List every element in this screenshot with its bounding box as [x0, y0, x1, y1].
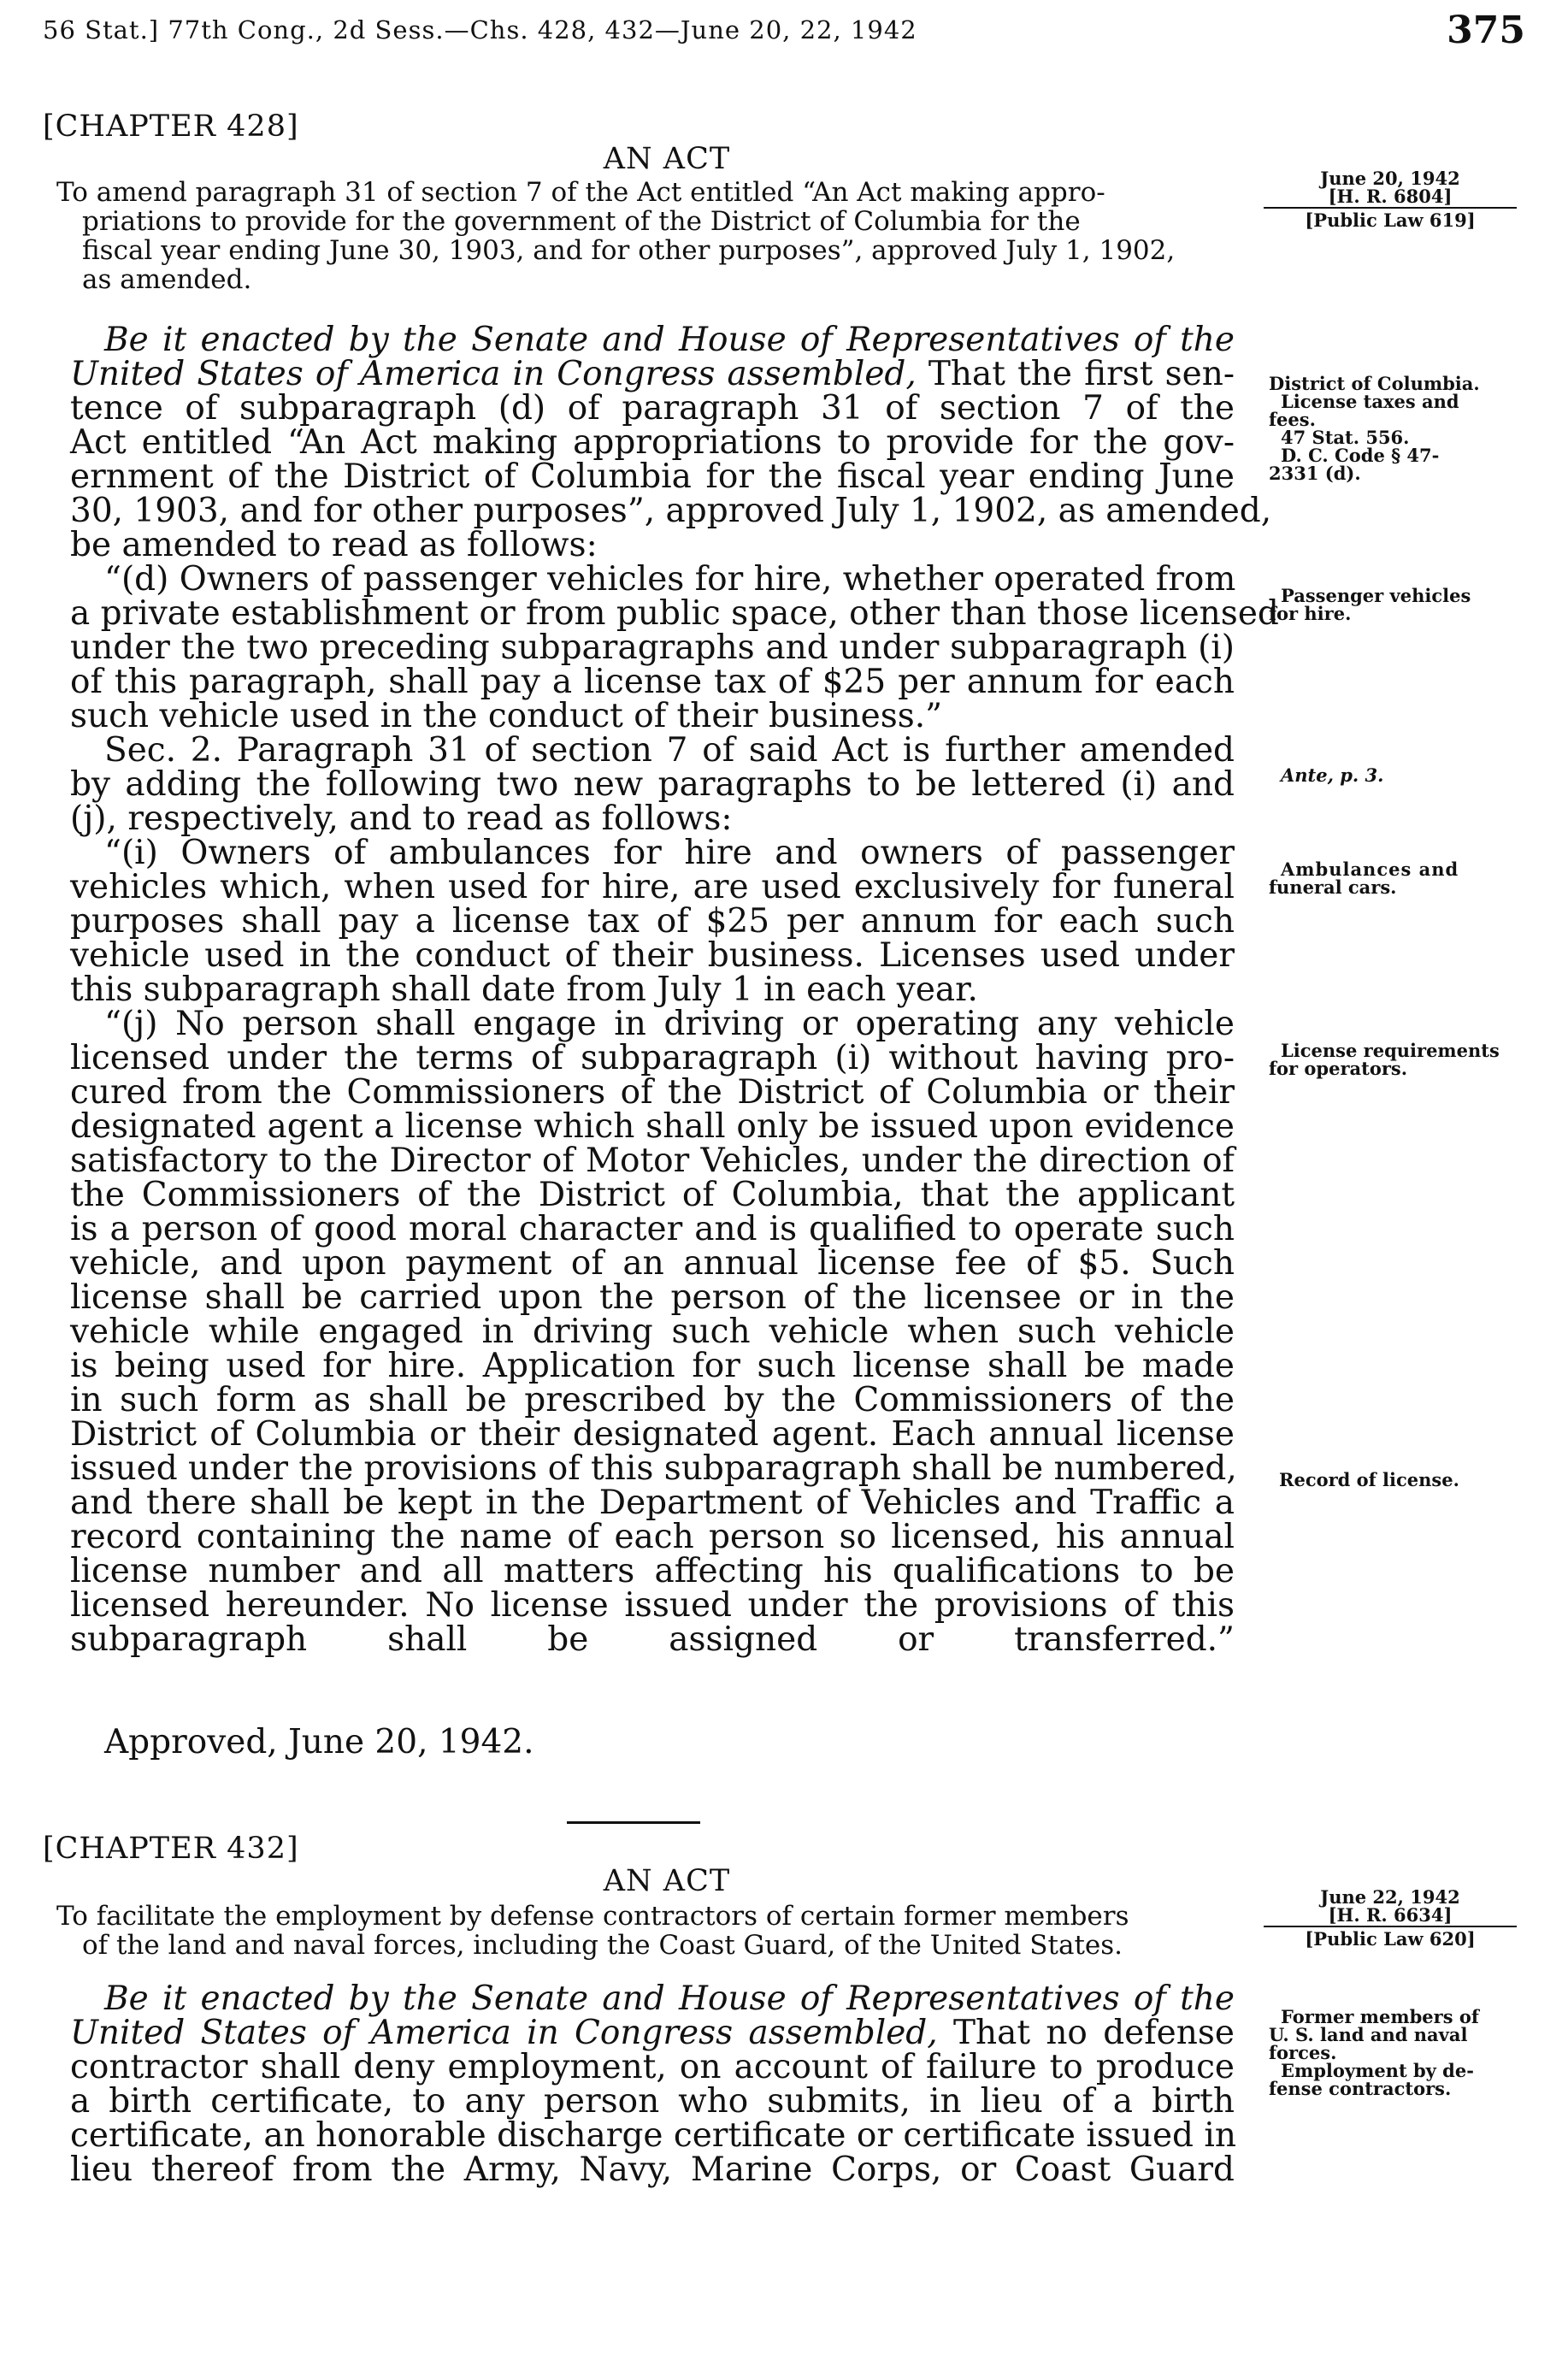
side-note-line: Employment by de- [1281, 2060, 1474, 2081]
body-text: vehicle used in the conduct of their business. Licenses used under [70, 936, 1235, 975]
side-note-record-of-license: Record of license. [1279, 1469, 1459, 1490]
body-line [70, 799, 1235, 838]
body-line [70, 323, 1235, 357]
body-text: vehicle while engaged in driving such vehicle when such vehicle [70, 1313, 1235, 1351]
approved-date-428: Approved, June 20, 1942. [104, 1723, 534, 1761]
body-line [70, 389, 1235, 428]
body-line [70, 628, 1235, 667]
body-line [70, 1212, 1235, 1247]
body-text: 30, 1903, and for other purposes”, approved July 1, 1902, as amended, [70, 492, 1272, 530]
body-text: by adding the following two new paragraphs to be lettered (i) and [70, 765, 1235, 804]
body-line [70, 1315, 1235, 1349]
body-text: a private establishment or from public space, other than those licensed [70, 594, 1279, 633]
body-text: That no defense [937, 2014, 1235, 2052]
body-text: issued under the provisions of this subparagraph shall be numbered, [70, 1449, 1237, 1488]
enacting-clause: Be it enacted by the Senate and House of Representatives of the [104, 321, 1235, 359]
purpose-line: as amended. [82, 264, 252, 295]
body-text: of this paragraph, shall pay a license tax of $25 per annum for each [70, 663, 1235, 701]
side-note-ambulances [1269, 860, 1459, 896]
act-date-428: June 20, 1942 [1320, 168, 1460, 189]
body-line [70, 1520, 1235, 1555]
body-text: in such form as shall be prescribed by the Commissioners of the [70, 1381, 1235, 1419]
body-text: this subparagraph shall date from July 1 in each year. [70, 971, 978, 1009]
purpose-line: fiscal year ending June 30, 1903, and for other purposes”, approved July 1, 1902, [82, 235, 1176, 266]
body-line [70, 2082, 1235, 2121]
side-note-line: for operators. [1269, 1058, 1408, 1079]
purpose-428 [56, 178, 1175, 294]
side-note-line: Passenger vehicles [1281, 585, 1471, 606]
body-text: is being used for hire. Application for such license shall be made [70, 1347, 1235, 1385]
body-line [70, 1073, 1235, 1112]
enacting-clause: Be it enacted by the Senate and House of Representatives of the [104, 1979, 1235, 2018]
body-line [70, 1278, 1235, 1317]
body-text: (j), respectively, and to read as follows: [70, 799, 733, 838]
side-note-line: Ambulances and [1281, 858, 1459, 880]
public-law-428: [Public Law 619] [1305, 209, 1476, 231]
side-note-line: Former members of [1281, 2006, 1479, 2027]
body-text: “(i) Owners of ambulances for hire and owners of passenger [104, 834, 1235, 872]
side-note-line: 47 Stat. 556. [1281, 427, 1410, 448]
body-line [70, 665, 1235, 699]
side-note-passenger-vehicles [1269, 587, 1471, 622]
date-box-432 [1264, 1888, 1517, 1948]
purpose-432 [56, 1902, 1129, 1960]
body-text: licensed hereunder. No license issued under the provisions of this [70, 1586, 1235, 1625]
body-text: purposes shall pay a license tax of $25 per annum for each such [70, 902, 1235, 941]
body-line [70, 973, 1235, 1007]
body-line [70, 1144, 1235, 1178]
body-text: license shall be carried upon the person of the licensee or in the [70, 1278, 1235, 1317]
body-line [70, 936, 1235, 975]
purpose-line: To facilitate the employment by defense contractors of certain former members [56, 1901, 1129, 1932]
bill-number-432: [H. R. 6634] [1264, 1906, 1517, 1927]
chapter-divider [567, 1821, 700, 1824]
body-line [70, 902, 1235, 941]
body-text: That the first sen- [916, 355, 1235, 393]
body-text: the Commissioners of the District of Columbia, that the applicant [70, 1176, 1235, 1214]
body-line [70, 1415, 1235, 1454]
body-text: such vehicle used in the conduct of their business.” [70, 697, 943, 735]
body-text: designated agent a license which shall only be issued upon evidence [70, 1107, 1235, 1146]
body-line [70, 457, 1235, 496]
body-line [70, 2116, 1236, 2155]
body-text: ernment of the District of Columbia for the fiscal year ending June [70, 457, 1235, 496]
body-line [70, 2153, 1235, 2187]
purpose-line: priations to provide for the government of the District of Columbia for the [82, 206, 1081, 237]
body-text: license number and all matters affecting his qualifications to be [70, 1552, 1235, 1590]
side-note-line: District of Columbia. [1269, 373, 1480, 394]
enacting-clause: United States of America in Congress assembled, [70, 2014, 938, 2052]
body-text: lieu thereof from the Army, Navy, Marine Corps, or Coast Guard [70, 2151, 1235, 2189]
body-line [70, 2016, 1235, 2050]
body-line [70, 1979, 1235, 2018]
purpose-line: To amend paragraph 31 of section 7 of the Act entitled “An Act making appro- [56, 177, 1105, 208]
body-text: under the two preceding subparagraphs and under subparagraph (i) [70, 628, 1235, 667]
purpose-line: of the land and naval forces, including the Coast Guard, of the United States. [82, 1930, 1123, 1961]
body-line [70, 1586, 1235, 1625]
body-text: tence of subparagraph (d) of paragraph 31 of section 7 of the [70, 389, 1235, 428]
body-text: subparagraph shall be assigned or transferred.” [70, 1620, 1235, 1659]
side-note-ante: Ante, p. 3. [1281, 764, 1384, 786]
side-note-line: 2331 (d). [1269, 463, 1361, 484]
running-head-citation: 56 Stat.] 77th Cong., 2d Sess.—Chs. 428, 432—June 20, 22, 1942 [43, 15, 917, 44]
body-line [70, 1244, 1235, 1283]
act-title-428: AN ACT [603, 142, 731, 176]
body-line [70, 731, 1235, 770]
page-number: 375 [1447, 9, 1525, 52]
body-text: is a person of good moral character and is qualified to operate such [70, 1210, 1235, 1248]
body-line [70, 1107, 1235, 1146]
side-note-former-members [1269, 2008, 1479, 2097]
body-text-428 [70, 321, 1279, 1659]
body-text-432 [70, 1979, 1236, 2189]
body-text: “(j) No person shall engage in driving or operating any vehicle [104, 1005, 1235, 1043]
body-line [70, 836, 1235, 870]
body-line [70, 560, 1236, 599]
body-line [70, 699, 1235, 734]
chapter-heading-432: [CHAPTER 432] [43, 1832, 299, 1866]
body-text: a birth certificate, to any person who submits, in lieu of a birth [70, 2082, 1235, 2121]
side-note-license-requirements [1269, 1041, 1500, 1077]
body-text: cured from the Commissioners of the District of Columbia or their [70, 1073, 1235, 1112]
body-text: certificate, an honorable discharge certificate or certificate issued in [70, 2116, 1236, 2155]
side-note-line: fees. [1269, 409, 1316, 430]
body-text: be amended to read as follows: [70, 526, 598, 564]
body-line [70, 1349, 1235, 1384]
body-line [70, 528, 1235, 563]
body-line [70, 1381, 1235, 1419]
body-line [70, 765, 1235, 804]
body-line [70, 1552, 1235, 1590]
enacting-clause: United States of America in Congress assembled, [70, 355, 917, 393]
body-line [70, 423, 1235, 462]
body-text: vehicle, and upon payment of an annual license fee of $5. Such [70, 1244, 1235, 1283]
body-line [70, 594, 1279, 633]
body-line [70, 1007, 1235, 1041]
side-note-line: fense contractors. [1269, 2078, 1452, 2099]
side-note-line: for hire. [1269, 603, 1352, 624]
public-law-432: [Public Law 620] [1305, 1928, 1476, 1950]
body-text: District of Columbia or their designated agent. Each annual license [70, 1415, 1235, 1454]
act-title-432: AN ACT [603, 1864, 731, 1898]
side-note-line: funeral cars. [1269, 876, 1397, 898]
side-note-line: License requirements [1281, 1040, 1500, 1061]
body-text: contractor shall deny employment, on account of failure to produce [70, 2048, 1235, 2086]
body-text: Sec. 2. Paragraph 31 of section 7 of said Act is further amended [104, 731, 1235, 770]
side-note-line: forces. [1269, 2042, 1337, 2063]
body-line [70, 1486, 1235, 1520]
body-line [70, 492, 1272, 530]
bill-number-428: [H. R. 6804] [1264, 187, 1517, 209]
body-text: satisfactory to the Director of Motor Vehicles, under the direction of [70, 1142, 1235, 1180]
body-text: licensed under the terms of subparagraph (i) without having pro- [70, 1039, 1235, 1077]
side-note-line: License taxes and [1281, 391, 1459, 412]
body-text: record containing the name of each person so licensed, his annual [70, 1518, 1235, 1556]
body-line [70, 1041, 1235, 1076]
date-box-428 [1264, 169, 1517, 229]
body-text: “(d) Owners of passenger vehicles for hire, whether operated from [104, 560, 1236, 599]
body-line [70, 2050, 1235, 2085]
body-line [70, 1449, 1237, 1488]
side-note-district-of-columbia [1269, 375, 1480, 482]
body-text: and there shall be kept in the Department of Vehicles and Traffic a [70, 1484, 1235, 1522]
body-line [70, 1620, 1235, 1659]
body-text: Act entitled “An Act making appropriations to provide for the gov- [70, 423, 1235, 462]
body-line [70, 1178, 1235, 1212]
body-line [70, 870, 1235, 905]
side-note-line: U. S. land and naval [1269, 2024, 1468, 2045]
body-line [70, 357, 1235, 392]
act-date-432: June 22, 1942 [1320, 1886, 1460, 1908]
chapter-heading-428: [CHAPTER 428] [43, 109, 299, 144]
side-note-line: D. C. Code § 47- [1281, 445, 1440, 466]
body-text: vehicles which, when used for hire, are used exclusively for funeral [70, 868, 1235, 906]
